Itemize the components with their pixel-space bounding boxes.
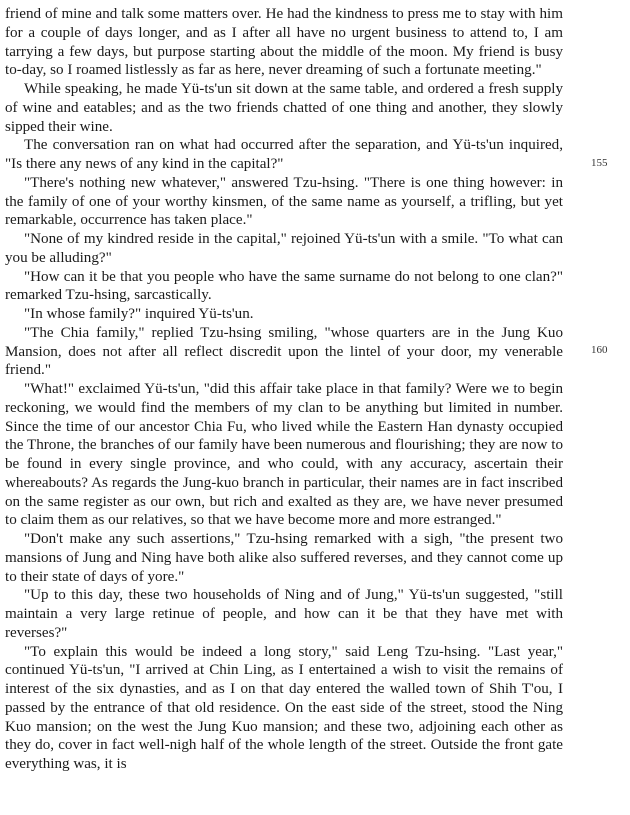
body-text xyxy=(5,5,563,774)
line-number-155: 155 xyxy=(591,157,608,169)
paragraph: "What!" exclaimed Yü-ts'un, "did this affair take place in that family? Were we to begin reckoning, we would find the members of my clan to be anything but limited in number. Since the time of our ancestor Chia Fu, who lived while the Eastern Han dynasty occupied the Throne, the branches of our family have been numerous and flourishing; they are now to be found in every single province, and who could, with any accuracy, ascertain their whereabouts? As regards the Jung-kuo branch in particular, their names are in fact inscribed on the same register as our own, but rich and exalted as they are, we have never presumed to claim them as our relatives, so that we have become more and more estranged." xyxy=(5,381,563,529)
paragraph: "In whose family?" inquired Yü-ts'un. xyxy=(24,306,254,322)
line-number-160: 160 xyxy=(591,344,608,356)
paragraph: While speaking, he made Yü-ts'un sit down at the same table, and ordered a fresh supply of wine and eatables; and as the two friends chatted of one thing and another, they slowly sipped their wine. xyxy=(5,81,563,135)
paragraph: The conversation ran on what had occurred after the separation, and Yü-ts'un inquired, "Is there any news of any kind in the capital?" xyxy=(5,137,563,172)
paragraph: "There's nothing new whatever," answered Tzu-hsing. "There is one thing however: in the family of one of your worthy kinsmen, of the same name as yourself, a trifling, but yet remarkable, occurrence has taken place." xyxy=(5,174,563,229)
paragraph: "The Chia family," replied Tzu-hsing smiling, "whose quarters are in the Jung Kuo Mansion, does not after all reflect discredit upon the lintel of your door, my venerable friend." xyxy=(5,324,563,379)
paragraph: friend of mine and talk some matters over. He had the kindness to press me to stay with him for a couple of days longer, and as I after all have no urgent business to attend to, I am tarrying a few days, but purpose starting about the middle of the moon. My friend is busy to-day, so I roamed listlessly as far as here, never dreaming of such a fortunate meeting." xyxy=(5,6,563,79)
paragraph: "How can it be that you people who have the same surname do not belong to one clan?" remarked Tzu-hsing, sarcastically. xyxy=(5,268,563,304)
paragraph: "Don't make any such assertions," Tzu-hsing remarked with a sigh, "the present two mansions of Jung and Ning have both alike also suffered reverses, and they cannot come up to their state of days of yore." xyxy=(5,531,563,585)
paragraph: "Up to this day, these two households of Ning and of Jung," Yü-ts'un suggested, "still maintain a very large retinue of people, and how can it be that they have met with reverses?" xyxy=(5,587,563,641)
paragraph: "To explain this would be indeed a long story," said Leng Tzu-hsing. "Last year," continued Yü-ts'un, "I arrived at Chin Ling, as I entertained a wish to visit the remains of interest of the six dynasties, and as I on that day entered the walled town of Shih T'ou, I passed by the entrance of that old residence. On the east side of the street, stood the Ning Kuo mansion; on the west the Jung Kuo mansion; and these two, adjoining each other as they do, cover in fact well-nigh half of the whole length of the street. Outside the front gate everything was, it is xyxy=(5,643,563,772)
paragraph: "None of my kindred reside in the capital," rejoined Yü-ts'un with a smile. "To what can you be alluding?" xyxy=(5,231,563,266)
